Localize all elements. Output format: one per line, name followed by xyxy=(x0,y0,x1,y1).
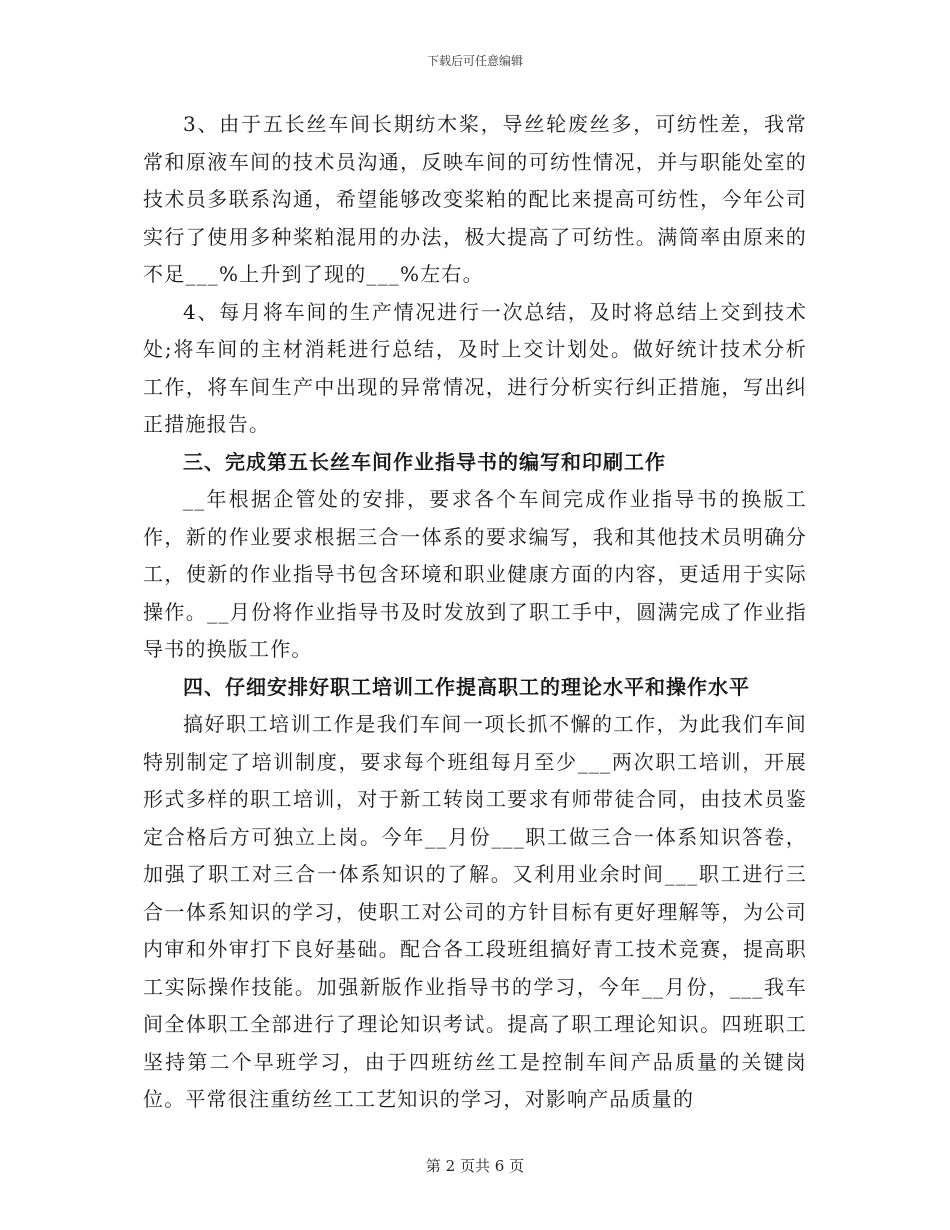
page-footer: 第 2 页共 6 页 xyxy=(425,1157,525,1175)
paragraph-item-4: 4、每月将车间的生产情况进行一次总结，及时将总结上交到技术处;将车间的主材消耗进行总结，及时上交计划处。做好统计技术分析工作，将车间生产中出现的异常情况，进行分析实行纠正措施，写出纠正措施报告。 xyxy=(143,299,807,436)
paragraph-section-3: __年根据企管处的安排，要求各个车间完成作业指导书的换版工作，新的作业要求根据三合一体系的要求编写，我和其他技术员明确分工，使新的作业指导书包含环境和职业健康方面的内容，更适用于实际操作。__月份将作业指导书及时发放到了职工手中，圆满完成了作业指导书的换版工作。 xyxy=(143,487,807,661)
page-header: 下载后可任意编辑 xyxy=(426,54,523,68)
section-heading-4: 四、仔细安排好职工培训工作提高职工的理论水平和操作水平 xyxy=(183,674,750,699)
paragraph-item-3: 3、由于五长丝车间长期纺木桨，导丝轮废丝多，可纺性差，我常常和原液车间的技术员沟通，反映车间的可纺性情况，并与职能处室的技术员多联系沟通，希望能够改变桨粕的配比来提高可纺性，今年公司实行了使用多种桨粕混用的办法，极大提高了可纺性。满筒率由原来的不足___%上升到了现的___%左右。 xyxy=(143,112,807,286)
document-body xyxy=(143,106,807,1119)
paragraph-section-4: 搞好职工培训工作是我们车间一项长抓不懈的工作，为此我们车间特别制定了培训制度，要求每个班组每月至少___两次职工培训，开展形式多样的职工培训，对于新工转岗工要求有师带徒合同，由技术员鉴定合格后方可独立上岗。今年__月份___职工做三合一体系知识答卷，加强了职工对三合一体系知识的了解。又利用业余时间___职工进行三合一体系知识的学习，使职工对公司的方针目标有更好理解等，为公司内审和外审打下良好基础。配合各工段班组搞好青工技术竞赛，提高职工实际操作技能。加强新版作业指导书的学习，今年__月份，___我车间全体职工全部进行了理论知识考试。提高了职工理论知识。四班职工坚持第二个早班学习，由于四班纺丝工是控制车间产品质量的关键岗位。平常很注重纺丝工工艺知识的学习，对影响产品质量的 xyxy=(143,712,807,1111)
section-heading-3: 三、完成第五长丝车间作业指导书的编写和印刷工作 xyxy=(183,449,666,474)
